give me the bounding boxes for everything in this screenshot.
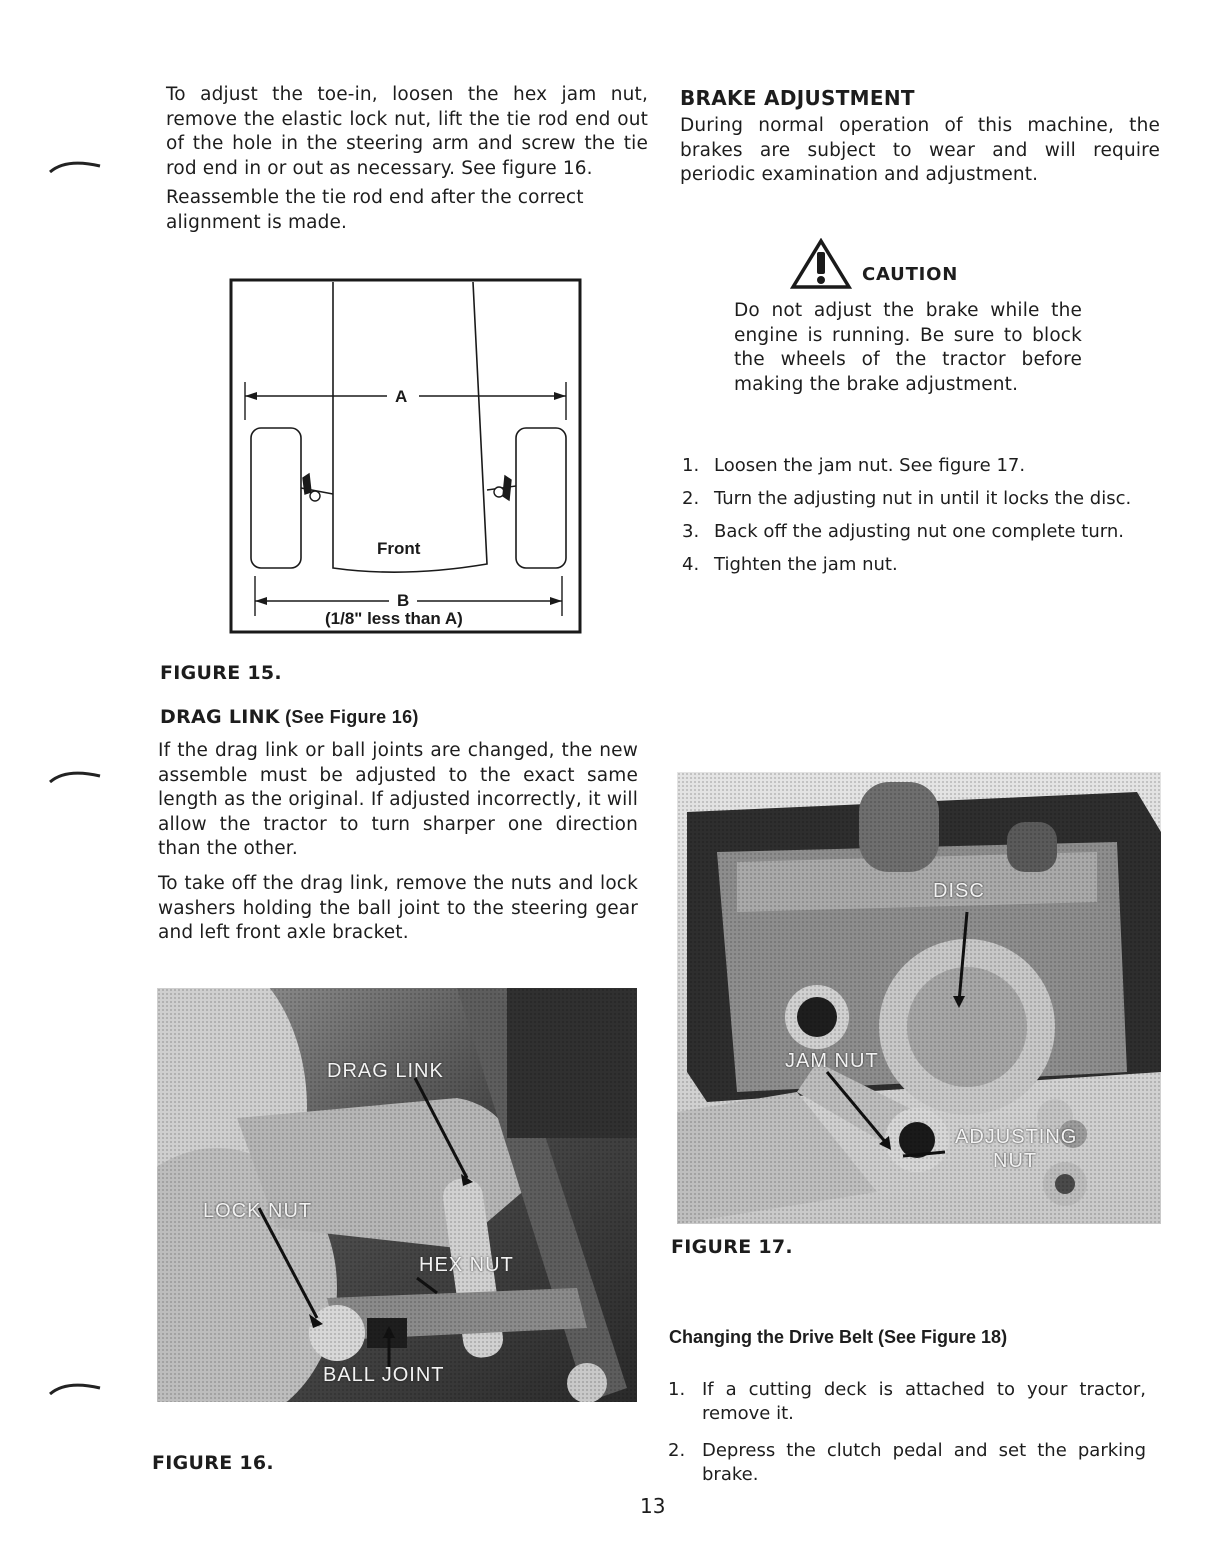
figure-16-photo (157, 988, 637, 1402)
brake-step-4 (682, 553, 1154, 577)
caution-title: CAUTION (862, 264, 959, 285)
brake-step-2-text: Turn the adjusting nut in until it locks the disc. (714, 488, 1132, 509)
brake-adjustment-paragraph: During normal operation of this machine, the brakes are subject to wear and will require periodic examination and adjustment. (680, 115, 1160, 185)
drive-belt-step-1-number: 1. (668, 1379, 686, 1400)
drag-link-paragraph-2: To take off the drag link, remove the nuts and lock washers holding the ball joint to the steering gear and left front axle bracket. (158, 873, 638, 943)
drive-belt-step-2-text: Depress the clutch pedal and set the parking brake. (702, 1440, 1146, 1485)
toe-in-paragraph: To adjust the toe-in, loosen the hex jam nut, remove the elastic lock nut, lift the tie rod end out of the hole in the steering arm and screw the tie rod end in or out as necessary. See figure 16. (166, 84, 648, 179)
drive-belt-step-2 (668, 1439, 1146, 1487)
label-lock-nut: LOCK NUT (203, 1200, 313, 1222)
label-jam-nut: JAM NUT (785, 1050, 879, 1072)
label-front: Front (377, 539, 421, 558)
right-wheel (516, 428, 566, 568)
figure-17-photo (677, 772, 1161, 1224)
label-drag-link: DRAG LINK (327, 1060, 444, 1082)
drive-belt-step-1-text: If a cutting deck is attached to your tractor, remove it. (702, 1379, 1146, 1424)
drive-belt-heading: Changing the Drive Belt (See Figure 18) (669, 1327, 1008, 1347)
drive-belt-step-2-number: 2. (668, 1440, 686, 1461)
brake-step-3 (682, 520, 1154, 544)
drag-link-paragraph-1: If the drag link or ball joints are changed, the new assemble must be adjusted to the exact same length as the original. If adjusted incorrectly, it will allow the tractor to turn sharper one direction than the other. (158, 740, 638, 859)
label-adjusting-nut-line-2: NUT (993, 1150, 1038, 1172)
drag-link-heading-bold: DRAG LINK (160, 706, 280, 728)
brake-step-3-text: Back off the adjusting nut one complete turn. (714, 521, 1124, 542)
label-b-note: (1/8" less than A) (325, 609, 463, 628)
figure-15-diagram (229, 278, 583, 636)
left-wheel (251, 428, 301, 568)
label-ball-joint: BALL JOINT (323, 1364, 445, 1386)
drive-belt-steps-list (668, 1378, 1146, 1496)
scan-mark-top (46, 150, 106, 180)
brake-adjustment-heading: BRAKE ADJUSTMENT (680, 86, 915, 110)
brake-step-1-number: 1. (682, 455, 700, 476)
brake-step-2 (682, 487, 1154, 511)
caution-triangle-icon (790, 238, 852, 290)
figure-17-caption: FIGURE 17. (671, 1236, 793, 1258)
drag-link-heading (160, 706, 419, 728)
scan-mark-bottom (46, 1372, 106, 1402)
brake-step-1-text: Loosen the jam nut. See figure 17. (714, 455, 1026, 476)
caution-text: Do not adjust the brake while the engine is running. Be sure to block the wheels of the tractor before making the brake adjustment. (734, 300, 1082, 395)
brake-step-4-number: 4. (682, 554, 700, 575)
figure-16-caption: FIGURE 16. (152, 1452, 274, 1474)
brake-step-2-number: 2. (682, 488, 700, 509)
label-hex-nut: HEX NUT (419, 1254, 514, 1276)
label-adjusting-nut-line-1: ADJUSTING (955, 1126, 1078, 1148)
reassemble-paragraph: Reassemble the tie rod end after the correct alignment is made. (166, 187, 584, 233)
page-number: 13 (640, 1494, 666, 1518)
scan-mark-middle (46, 760, 106, 790)
brake-steps-list (682, 454, 1154, 586)
drag-link-heading-rest: (See Figure 16) (279, 707, 419, 727)
drive-belt-step-1 (668, 1378, 1146, 1426)
label-disc: DISC (933, 880, 985, 902)
label-a: A (395, 387, 408, 406)
brake-step-4-text: Tighten the jam nut. (714, 554, 898, 575)
brake-step-3-number: 3. (682, 521, 700, 542)
figure-15-caption: FIGURE 15. (160, 662, 282, 684)
brake-step-1 (682, 454, 1154, 478)
label-b: B (397, 591, 410, 610)
